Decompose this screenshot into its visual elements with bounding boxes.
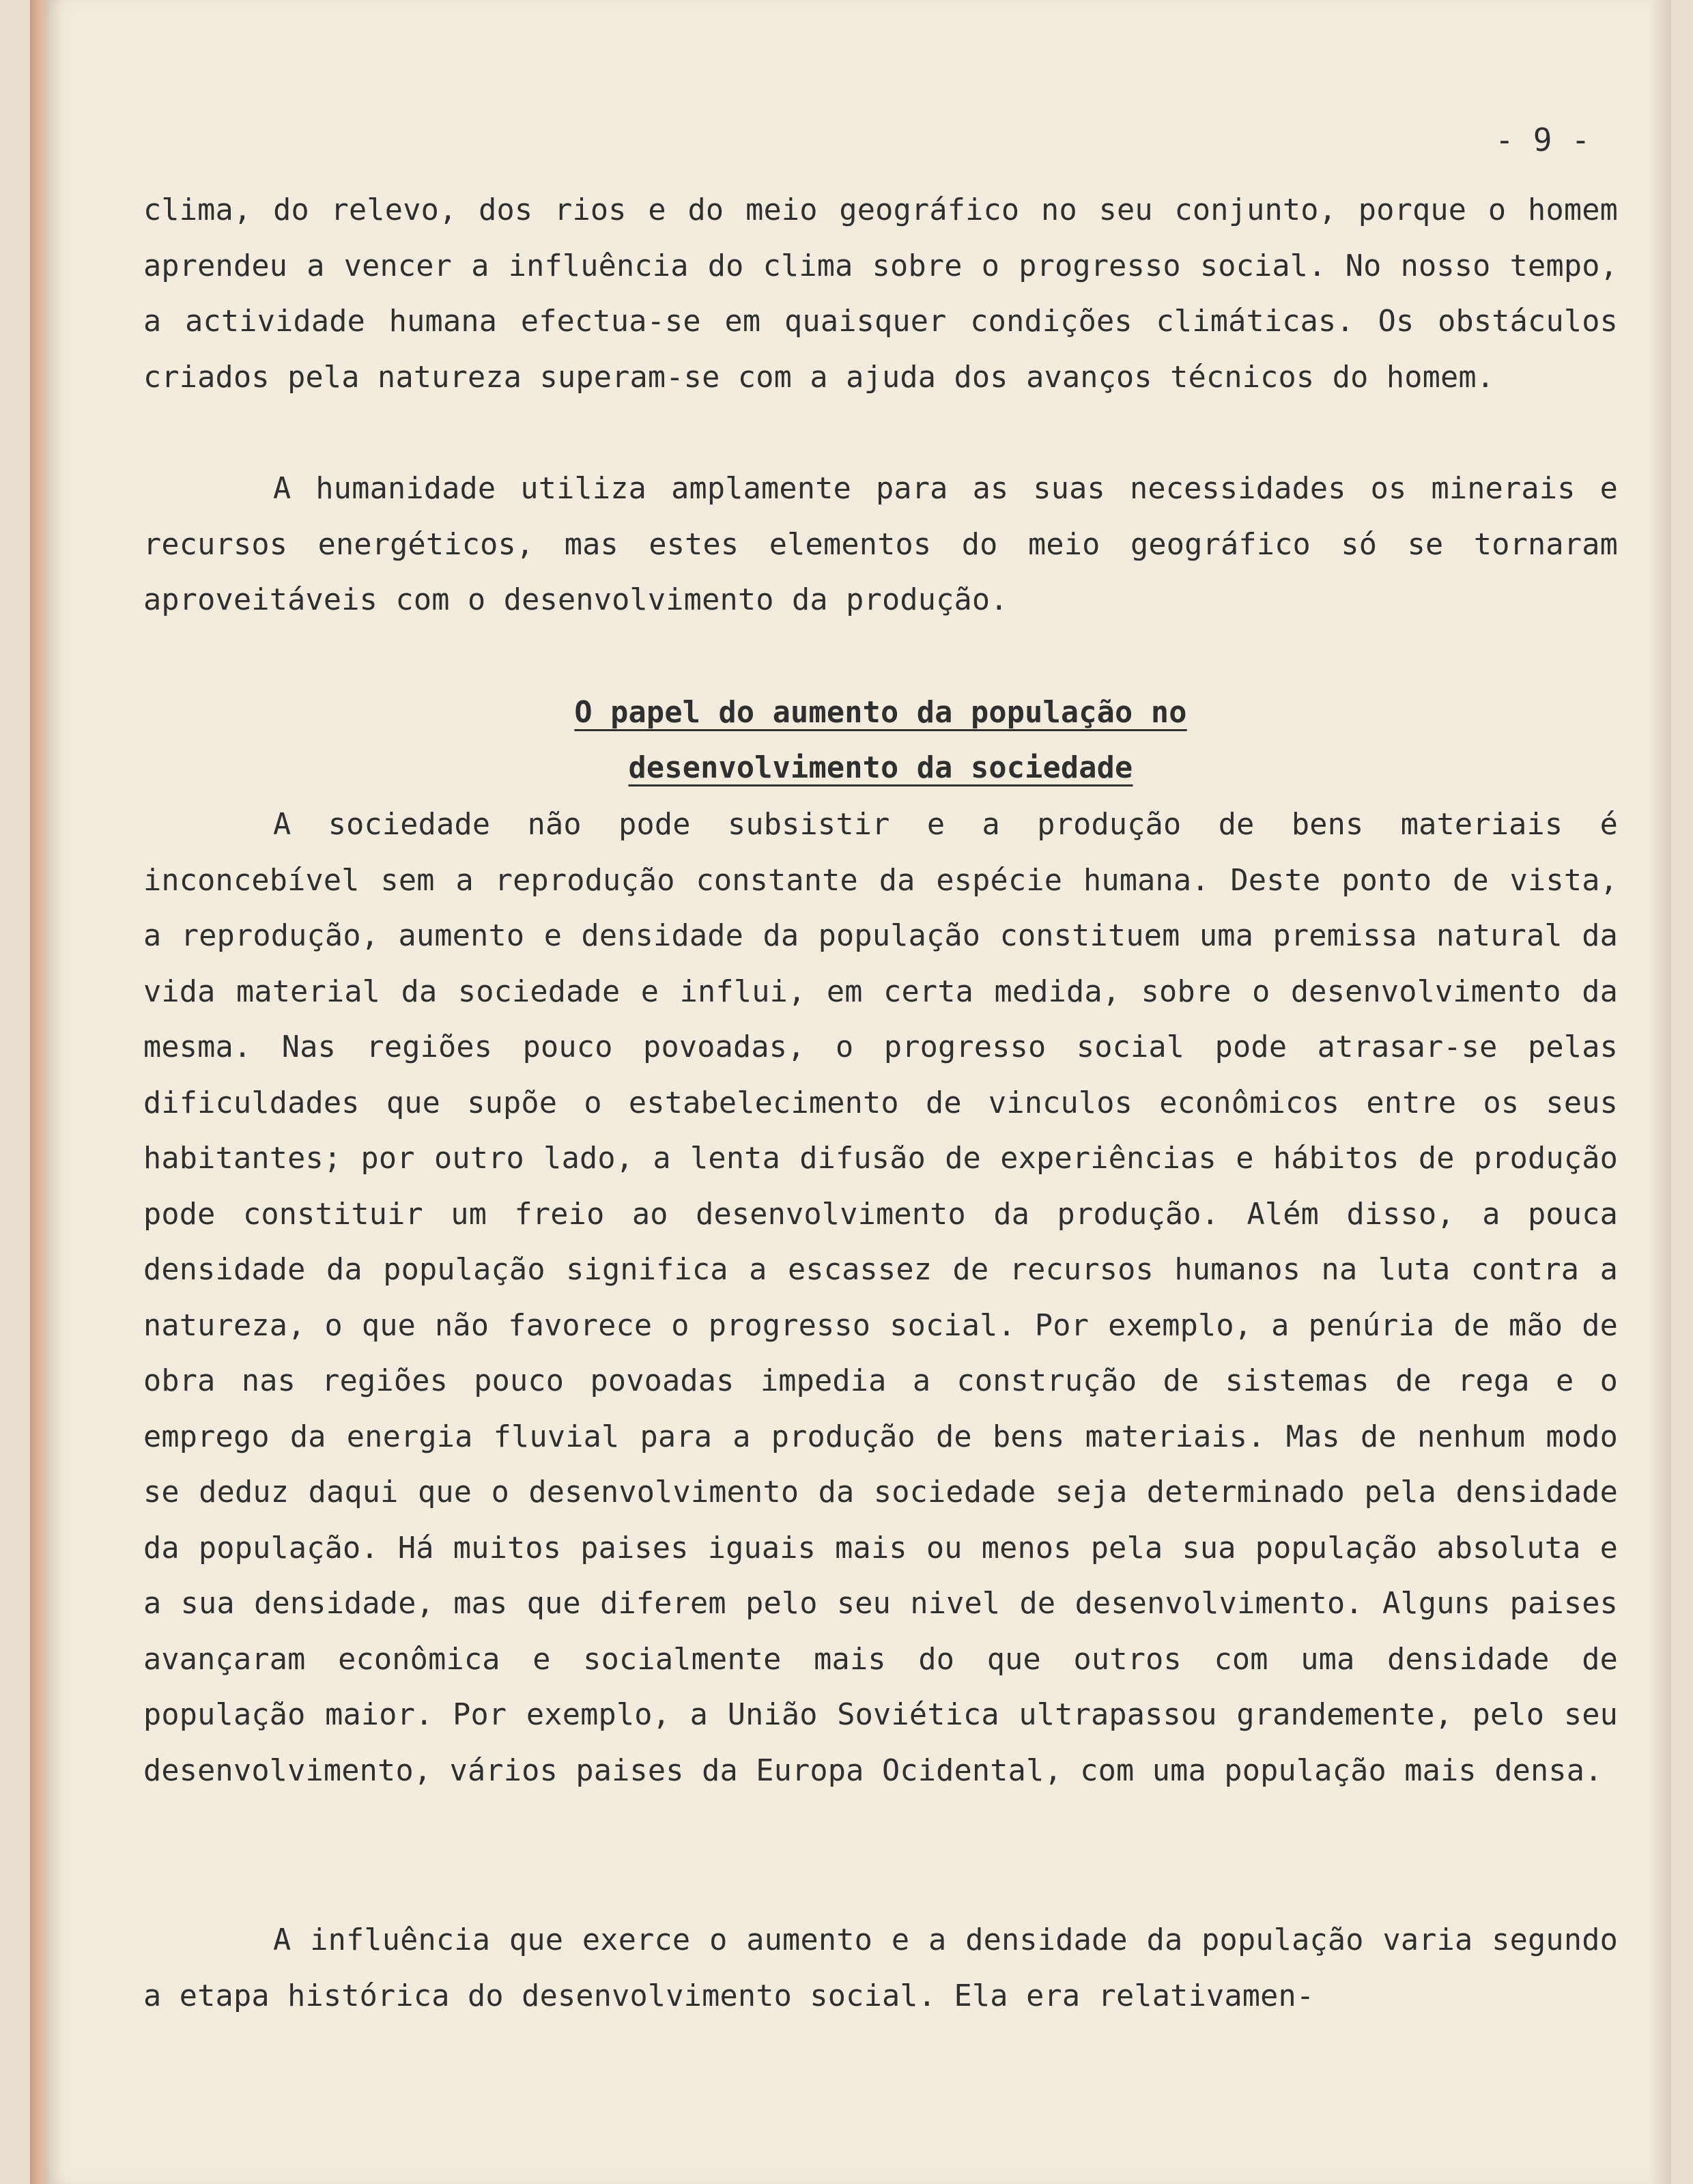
section-paragraph-2: A influência que exerce o aumento e a densidade da população varia segundo a etapa histórica do desenvolvimento social. Ela era relativamen- [143, 1923, 1618, 2013]
paragraph-1: clima, do relevo, dos rios e do meio geográfico no seu conjunto, porque o homem aprendeu a vencer a influência do clima sobre o progresso social. No nosso tempo, a actividade humana efectua-se em quaisquer condições climáticas. Os obstáculos criados pela natureza superam-se com a ajuda dos avanços técnicos do homem. [143, 193, 1618, 395]
paragraph-2: A humanidade utiliza amplamente para as suas necessidades os minerais e recursos energéticos, mas estes elementos do meio geográfico só se tornaram aproveitáveis com o desenvolvimento da produção. [143, 472, 1618, 617]
binding-strip [30, 0, 48, 2184]
section-title-line-2: desenvolvimento da sociedade [628, 751, 1133, 785]
section-heading [143, 685, 1618, 796]
page-edge-shadow [1649, 0, 1671, 2184]
page-number: - 9 - [1495, 122, 1591, 158]
section-title-line-1: O papel do aumento da população no [574, 696, 1187, 730]
section-paragraph-1: A sociedade não pode subsistir e a produção de bens materiais é inconcebível sem a reprodução constante da espécie humana. Deste ponto de vista, a reprodução, aumento e densidade da população constituem uma premissa natural da vida material da sociedade e influi, em certa medida, sobre o desenvolvimento da mesma. Nas regiões pouco povoadas, o progresso social pode atrasar-se pelas dificuldades que supõe o estabelecimento de vinculos econômicos entre os seus habitantes; por outro lado, a lenta difusão de experiências e hábitos de produção pode constituir um freio ao desenvolvimento da produção. Além disso, a pouca densidade da população significa a escassez de recursos humanos na luta contra a natureza, o que não favorece o progresso social. Por exemplo, a penúria de mão de obra nas regiões pouco povoadas impedia a construção de sistemas de rega e o emprego da energia fluvial para a produção de bens materiais. Mas de nenhum modo se deduz daqui que o desenvolvimento da sociedade seja determinado pela densidade da população. Há muitos paises iguais mais ou menos pela sua população absoluta e a sua densidade, mas que diferem pelo seu nivel de desenvolvimento. Alguns paises avançaram econômica e socialmente mais do que outros com uma densidade de população maior. Por exemplo, a União Soviética ultrapassou grandemente, pelo seu desenvolvimento, vários paises da Europa Ocidental, com uma população mais densa. [143, 808, 1618, 1788]
